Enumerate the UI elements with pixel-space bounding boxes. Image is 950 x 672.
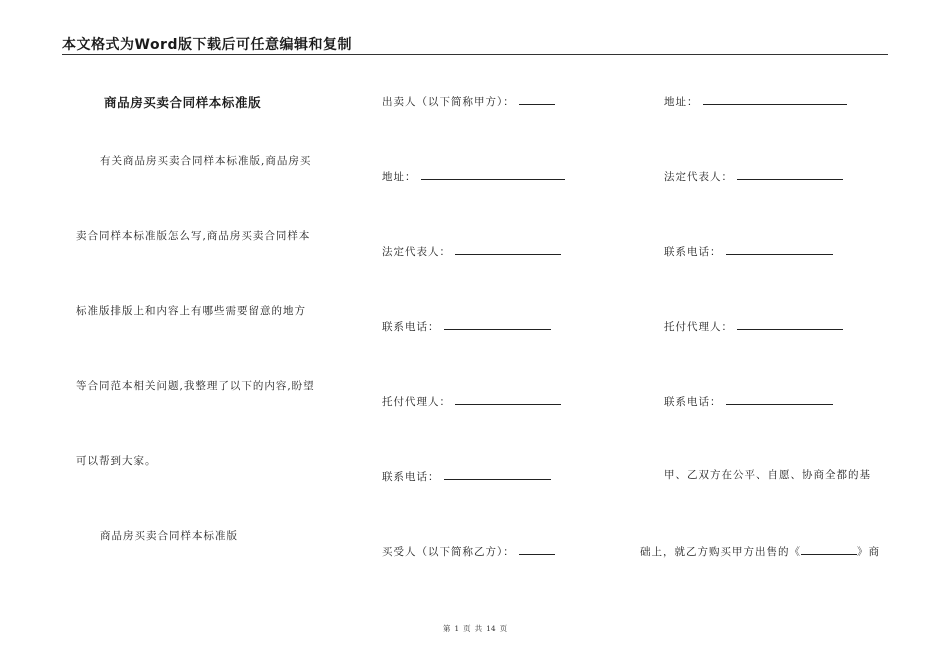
buyer-agent-phone-label: 联系电话：: [664, 396, 722, 408]
seller-label: 出卖人（以下简称甲方）：: [382, 96, 515, 108]
intro-line-2: 卖合同样本标准版怎么写,商品房买卖合同样本: [76, 230, 311, 242]
buyer-agent-label: 托付代理人：: [664, 321, 733, 333]
buyer-agent-blank: [737, 318, 843, 330]
contract-title: 商品房买卖合同样本标准版: [104, 95, 262, 110]
seller-blank: [519, 93, 555, 105]
footer-suffix: 页: [499, 624, 508, 633]
intro-line-1: 有关商品房买卖合同样本标准版,商品房买: [100, 155, 312, 167]
seller-phone-field: [382, 318, 551, 334]
buyer-legal-rep-field: [664, 168, 843, 184]
seller-phone-label: 联系电话：: [382, 321, 440, 333]
seller-legal-rep-blank: [455, 243, 561, 255]
buyer-address-field: [664, 93, 847, 109]
footer-total-pages: 14: [486, 624, 496, 633]
footer-prefix: 第: [442, 624, 451, 633]
agreement-line-2-end: 》商: [857, 546, 880, 558]
buyer-address-label: 地址：: [664, 96, 699, 108]
seller-agent-label: 托付代理人：: [382, 396, 451, 408]
buyer-label: 买受人（以下简称乙方）：: [382, 546, 515, 558]
seller-agent-phone-field: [382, 468, 551, 484]
buyer-address-blank: [703, 93, 847, 105]
footer-page-word: 页: [463, 624, 471, 633]
intro-line-4: 等合同范本相关问题,我整理了以下的内容,盼望: [76, 380, 315, 392]
buyer-legal-rep-label: 法定代表人：: [664, 171, 733, 183]
agreement-line-1: 甲、乙双方在公平、自愿、协商全都的基: [664, 469, 871, 481]
document-header: 本文格式为Word版下载后可任意编辑和复制: [62, 37, 352, 53]
intro-line-3: 标准版排版上和内容上有哪些需要留意的地方: [76, 305, 306, 317]
seller-address-blank: [421, 168, 565, 180]
footer-page-number: 1: [454, 624, 460, 633]
buyer-phone-field: [664, 243, 833, 259]
buyer-phone-label: 联系电话：: [664, 246, 722, 258]
seller-legal-rep-label: 法定代表人：: [382, 246, 451, 258]
buyer-phone-blank: [726, 243, 833, 255]
seller-address-field: [382, 168, 565, 184]
property-name-blank: [801, 543, 857, 555]
intro-line-5: 可以帮到大家。: [76, 455, 157, 467]
header-divider: [62, 54, 888, 55]
footer-total-word: 共: [474, 624, 483, 633]
seller-address-label: 地址：: [382, 171, 417, 183]
buyer-blank: [519, 543, 555, 555]
seller-agent-blank: [455, 393, 561, 405]
seller-agent-phone-blank: [444, 468, 551, 480]
buyer-agent-phone-field: [664, 393, 833, 409]
seller-agent-field: [382, 393, 561, 409]
page-footer: [0, 623, 950, 634]
seller-phone-blank: [444, 318, 551, 330]
seller-legal-rep-field: [382, 243, 561, 259]
buyer-agent-field: [664, 318, 843, 334]
buyer-legal-rep-blank: [737, 168, 843, 180]
seller-agent-phone-label: 联系电话：: [382, 471, 440, 483]
agreement-line-2: [640, 543, 880, 559]
buyer-field: [382, 543, 555, 559]
section-subheading: 商品房买卖合同样本标准版: [100, 530, 238, 542]
seller-field: [382, 93, 555, 109]
buyer-agent-phone-blank: [726, 393, 833, 405]
agreement-line-2-start: 础上，就乙方购买甲方出售的《: [640, 546, 801, 558]
